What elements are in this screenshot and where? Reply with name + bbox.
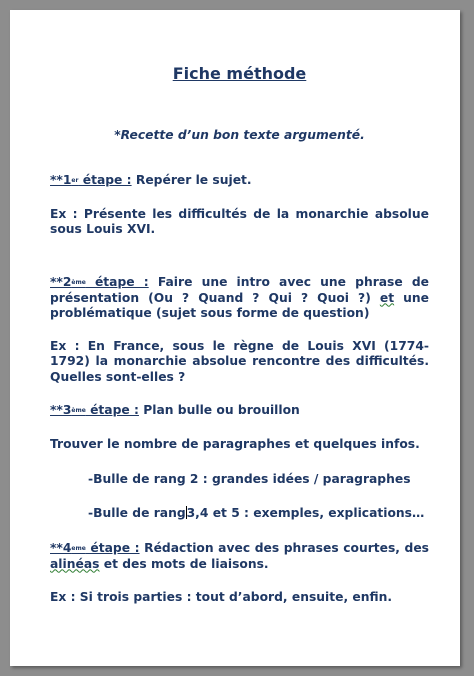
example-1: Ex : Présente les difficultés de la monarchie absolue sous Louis XVI. xyxy=(50,206,429,237)
step-3 xyxy=(50,403,429,419)
step-3-text: Plan bulle ou brouillon xyxy=(138,402,300,417)
example-4: Ex : Si trois parties : tout d’abord, ensuite, enfin. xyxy=(50,590,393,605)
example-2: Ex : En France, sous le règne de Louis XVI (1774-1792) la monarchie absolue rencontre des difficultés. Quelles sont-elles ? xyxy=(50,338,429,384)
bullet-1: -Bulle de rang 2 : grandes idées / paragraphes xyxy=(88,471,411,486)
step-1-label: **1er étape : xyxy=(50,173,132,188)
document-body xyxy=(50,66,429,606)
step-4: **4eme étape : Rédaction avec des phrases courtes, des alinéas et des mots de liaisons. xyxy=(50,540,430,571)
step-2-label: **2ème étape : xyxy=(50,274,149,289)
bullet-2: -Bulle de rang3,4 et 5 : exemples, explications… xyxy=(88,506,425,521)
step-4-label: **4eme étape : xyxy=(50,540,140,555)
find-paragraphs: Trouver le nombre de paragraphes et quelques infos. xyxy=(50,437,420,452)
document-page xyxy=(10,10,460,666)
spellcheck-word: alinéas xyxy=(50,556,100,571)
spellcheck-word: et xyxy=(379,290,395,305)
step-1 xyxy=(50,173,429,189)
step-1-text: Repérer le sujet. xyxy=(131,173,252,188)
step-3-label: **3ème étape : xyxy=(50,402,139,417)
page-title: Fiche méthode xyxy=(172,64,307,83)
step-2: **2ème étape : Faire une intro avec une phrase de présentation (Ou ? Quand ? Qui ? Quoi ?) et une problématique (sujet sous forme de question) xyxy=(50,274,430,321)
subtitle: *Recette d’un bon texte argumenté. xyxy=(114,127,365,142)
